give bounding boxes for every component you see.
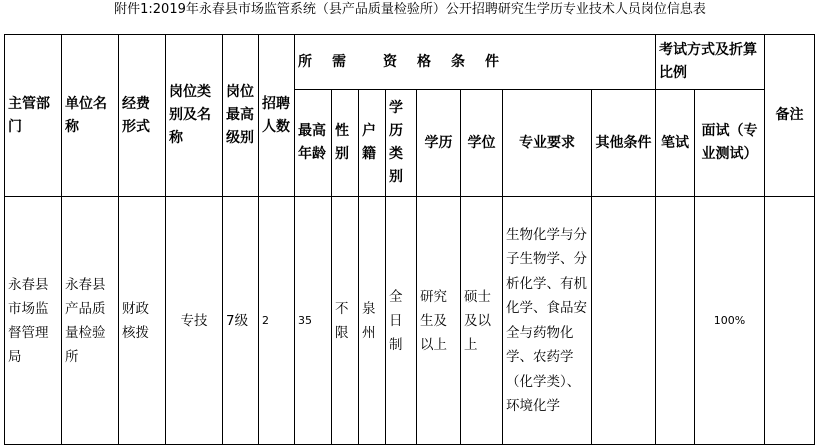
cell-major: 生物化学与分子生物学、分析化学、有机化学、食品安全与药物化学、农药学（化学类）、环境化学 [503, 197, 592, 445]
table-row [5, 197, 815, 445]
header-written: 笔试 [656, 90, 695, 197]
header-edu-type: 学历类别 [386, 90, 417, 197]
cell-funding: 财政核拨 [119, 197, 166, 445]
header-education: 学历 [417, 90, 461, 197]
header-degree: 学位 [461, 90, 503, 197]
header-interview: 面试（专业测试） [695, 90, 765, 197]
header-gender: 性别 [332, 90, 359, 197]
header-remarks: 备注 [765, 35, 815, 197]
header-post-type: 岗位类别及名称 [166, 35, 223, 197]
header-requirements: 所 需 资 格 条 件 [295, 35, 656, 90]
document-title: 附件1:2019年永春县市场监管系统（县产品质量检验所）公开招聘研究生学历专业技术人员岗位信息表 [114, 2, 706, 17]
cell-gender: 不限 [332, 197, 359, 445]
header-count: 招聘人数 [259, 35, 295, 197]
cell-edu-type: 全日制 [386, 197, 417, 445]
header-exam: 考试方式及折算比例 [656, 35, 765, 90]
cell-count: 2 [259, 197, 295, 445]
header-other: 其他条件 [592, 90, 656, 197]
header-row-1 [5, 35, 815, 90]
cell-post-type: 专技 [166, 197, 223, 445]
header-max-age: 最高年龄 [295, 90, 332, 197]
header-unit: 单位名称 [62, 35, 119, 197]
cell-written [656, 197, 695, 445]
cell-interview: 100% [695, 197, 765, 445]
cell-education: 研究生及以上 [417, 197, 461, 445]
header-post-level: 岗位最高级别 [223, 35, 259, 197]
cell-unit: 永春县产品质量检验所 [62, 197, 119, 445]
cell-degree: 硕士及以上 [461, 197, 503, 445]
cell-remarks [765, 197, 815, 445]
cell-hukou: 泉州 [359, 197, 386, 445]
header-dept: 主管部门 [5, 35, 62, 197]
header-hukou: 户籍 [359, 90, 386, 197]
job-info-table [4, 34, 815, 445]
cell-dept: 永春县市场监督管理局 [5, 197, 62, 445]
cell-other [592, 197, 656, 445]
cell-max-age: 35 [295, 197, 332, 445]
cell-post-level: 7级 [223, 197, 259, 445]
header-major: 专业要求 [503, 90, 592, 197]
header-funding: 经费形式 [119, 35, 166, 197]
